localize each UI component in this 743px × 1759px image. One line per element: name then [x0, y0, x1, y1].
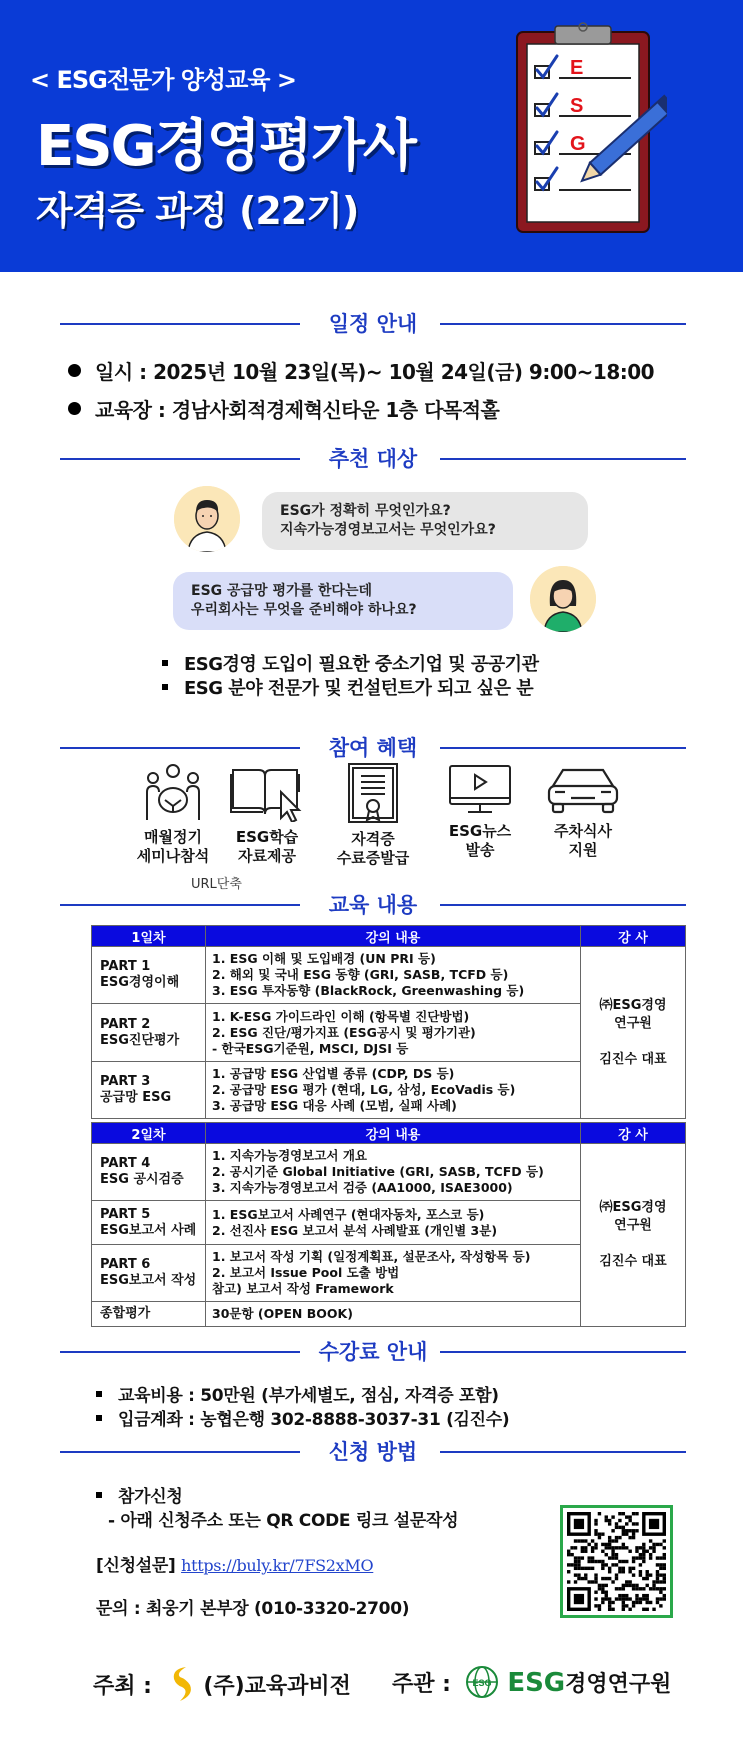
hero-course-title: 자격증 과정 (22기): [36, 189, 359, 233]
content-cell: 1. ESG보고서 사례연구 (현대자동차, 포스코 등) 2. 선진사 ESG 보고서 분석 사례발표 (개인별 3분): [206, 1201, 581, 1245]
woman-avatar-icon: [530, 566, 596, 632]
content-cell: 1. 지속가능경영보고서 개요 2. 공시기준 Global Initiative (GRI, SASB, TCFD 등) 3. 지속가능경영보고서 검증 (AA1000, ISAE3000): [206, 1144, 581, 1201]
teacher-cell: ㈜ESG경영 연구원 김진수 대표: [581, 1144, 686, 1327]
section-title: 추천 대상: [328, 447, 418, 471]
teacher-cell: ㈜ESG경영 연구원 김진수 대표: [581, 947, 686, 1119]
section-curriculum-heading: [60, 889, 686, 919]
table-row: [92, 947, 686, 1004]
fee-account: 입금계좌 : 농협은행 302-8888-3037-31 (김진수): [96, 1405, 509, 1430]
hero-banner: [0, 0, 743, 272]
host-logo-icon: [166, 1665, 194, 1703]
part-cell: PART 4 ESG 공시검증: [92, 1144, 206, 1201]
section-title: 신청 방법: [328, 1440, 418, 1464]
footer-organizer: 주관 : ESG ESG경영연구원: [392, 1665, 671, 1699]
apply-item: 참가신청: [96, 1482, 183, 1507]
section-benefits-heading: [60, 732, 686, 762]
hero-title: ESG경영평가사: [36, 114, 416, 179]
benefit-materials: ESG학습 자료제공: [212, 762, 322, 866]
section-apply-heading: [60, 1436, 686, 1466]
content-cell: 1. K-ESG 가이드라인 이해 (항목별 진단방법) 2. ESG 진단/평가지표 (ESG공시 및 평가기관) - 한국ESG기준원, MSCI, DJSI 등: [206, 1004, 581, 1062]
part-cell: PART 3 공급망 ESG: [92, 1062, 206, 1119]
certificate-icon: [345, 762, 401, 824]
bullet-square-icon: [96, 1492, 102, 1498]
part-cell: PART 6 ESG보고서 작성: [92, 1245, 206, 1302]
table-header-teacher: 강 사: [581, 926, 686, 947]
bullet-square-icon: [162, 660, 168, 666]
curriculum-day1-table: [91, 925, 686, 1119]
bullet-square-icon: [96, 1391, 102, 1397]
final-eval-content: 30문항 (OPEN BOOK): [206, 1302, 581, 1327]
section-schedule-heading: [60, 308, 686, 338]
man-avatar-icon: [174, 486, 240, 552]
apply-desc: - 아래 신청주소 또는 QR CODE 링크 설문작성: [108, 1511, 459, 1531]
part-cell: PART 5 ESG보고서 사례: [92, 1201, 206, 1245]
table-header-row: [92, 1123, 686, 1144]
clipboard-checklist-icon: [515, 22, 667, 242]
section-fee-heading: [60, 1336, 686, 1366]
survey-link[interactable]: https://buly.kr/7FS2xMO: [181, 1556, 374, 1575]
table-header-content: 강의 내용: [206, 1123, 581, 1144]
clipboard-letter-s: S: [570, 95, 584, 117]
target-item-2: ESG 분야 전문가 및 컨설턴트가 되고 싶은 분: [162, 674, 533, 700]
bullet-square-icon: [96, 1415, 102, 1421]
table-row: [92, 1144, 686, 1201]
book-icon: [229, 762, 305, 822]
qr-code[interactable]: [560, 1505, 673, 1618]
final-eval-label: 종합평가: [92, 1302, 206, 1327]
question-bubble-1: ESG가 정확히 무엇인가요? 지속가능경영보고서는 무엇인가요?: [262, 492, 588, 550]
bullet-dot-icon: [68, 402, 81, 415]
bullet-square-icon: [162, 684, 168, 690]
table-header-teacher: 강 사: [581, 1123, 686, 1144]
monitor-play-icon: [448, 762, 512, 816]
apply-contact: 문의 : 최웅기 본부장 (010-3320-2700): [96, 1599, 410, 1619]
hero-subtitle: < ESG전문가 양성교육 >: [30, 66, 296, 94]
section-target-heading: [60, 443, 686, 473]
question-bubble-2: ESG 공급망 평가를 한다는데 우리회사는 무엇을 준비해야 하나요?: [173, 572, 513, 630]
clipboard-letter-e: E: [570, 57, 584, 79]
apply-survey: [신청설문] https://buly.kr/7FS2xMO: [96, 1556, 374, 1576]
table-header-row: [92, 926, 686, 947]
qr-code-image: [567, 1512, 666, 1611]
part-cell: PART 2 ESG진단평가: [92, 1004, 206, 1062]
content-cell: 1. 보고서 작성 기획 (일정계획표, 설문조사, 작성항목 등) 2. 보고서 Issue Pool 도출 방법 참고) 보고서 작성 Framework: [206, 1245, 581, 1302]
car-icon: [545, 762, 621, 816]
target-item-1: ESG경영 도입이 필요한 중소기업 및 공공기관: [162, 650, 538, 676]
benefit-news: ESG뉴스 발송: [425, 762, 535, 860]
part-cell: PART 1 ESG경영이해: [92, 947, 206, 1004]
organizer-globe-icon: [465, 1665, 499, 1699]
section-title: 교육 내용: [328, 893, 418, 917]
benefit-parking: 주차식사 지원: [528, 762, 638, 860]
bullet-dot-icon: [68, 364, 81, 377]
clipboard-letter-g: G: [570, 133, 586, 155]
content-cell: 1. ESG 이해 및 도입배경 (UN PRI 등) 2. 해외 및 국내 ESG 동향 (GRI, SASB, TCFD 등) 3. ESG 투자동향 (BlackRock, Greenwashing 등): [206, 947, 581, 1004]
section-title: 참여 혜택: [328, 736, 418, 760]
footer-host: 주최 : (주)교육과비전: [93, 1665, 351, 1703]
table-header-content: 강의 내용: [206, 926, 581, 947]
seminar-icon: [141, 762, 205, 822]
section-title: 일정 안내: [328, 312, 418, 336]
url-shortener-note: URL단축: [191, 877, 242, 892]
content-cell: 1. 공급망 ESG 산업별 종류 (CDP, DS 등) 2. 공급망 ESG 평가 (현대, LG, 삼성, EcoVadis 등) 3. 공급망 ESG 대응 사례 (모범, 실패 사례): [206, 1062, 581, 1119]
section-title: 수강료 안내: [318, 1340, 428, 1364]
table-header-day: 2일차: [92, 1123, 206, 1144]
schedule-venue: 교육장 : 경남사회적경제혁신타운 1층 다목적홀: [68, 394, 499, 423]
benefit-certificate: 자격증 수료증발급: [318, 762, 428, 868]
fee-cost: 교육비용 : 50만원 (부가세별도, 점심, 자격증 포함): [96, 1381, 499, 1406]
benefit-seminar: 매월정기 세미나참석: [118, 762, 228, 866]
schedule-date: 일시 : 2025년 10월 23일(목)~ 10월 24일(금) 9:00~18:00: [68, 356, 654, 385]
table-header-day: 1일차: [92, 926, 206, 947]
organizer-seal-text: ESG: [472, 1678, 492, 1688]
curriculum-day2-table: [91, 1122, 686, 1327]
organizer-esg-text: ESG: [507, 1668, 566, 1698]
